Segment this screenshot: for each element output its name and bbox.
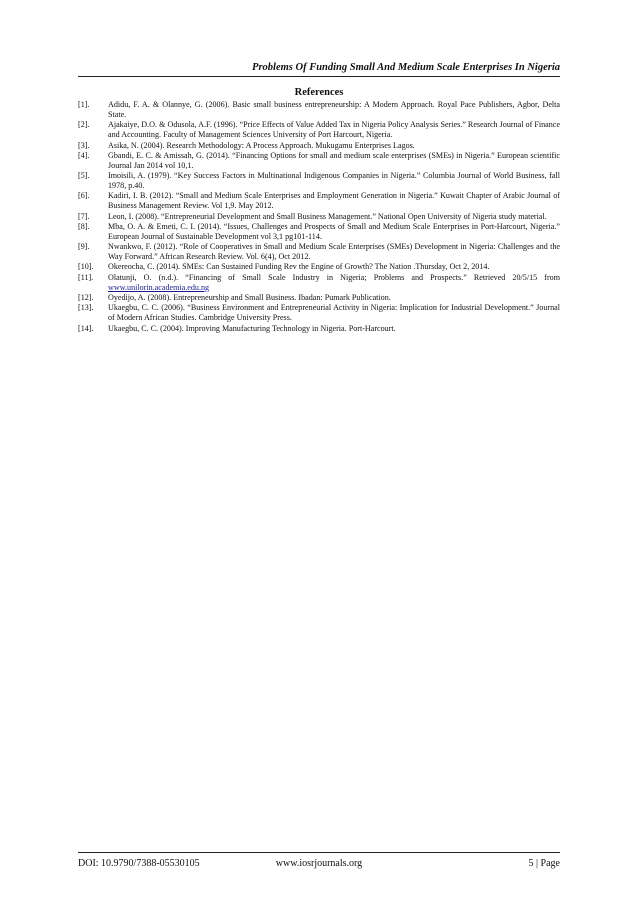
reference-text (108, 324, 560, 334)
reference-text (108, 293, 560, 303)
doi-label: DOI: 10.9790/7388-05530105 (78, 858, 200, 869)
reference-item (78, 262, 560, 272)
page-footer (78, 857, 560, 870)
reference-number: [4]. (78, 150, 90, 160)
reference-body: Ukaegbu, C. C. (2006). “Business Environment and Entrepreneurial Activity in Nigeria: Implication for Industrial Development.” Journal of Modern African Studies. Cambridge University Press. (108, 303, 560, 323)
reference-text (108, 191, 560, 211)
reference-link[interactable]: www.unilorin.academia.edu.ng (108, 282, 210, 292)
journal-website[interactable]: www.iosrjournals.org (275, 858, 363, 869)
reference-item (78, 120, 560, 140)
reference-item (78, 171, 560, 191)
reference-number: [8]. (78, 221, 90, 231)
reference-body: Kadiri, I. B. (2012). “Small and Medium Scale Enterprises and Employment Generation in Nigeria.” Kuwait Chapter of Arabic Journal of Business Management Review. Vol 1,9. May 2012. (108, 191, 560, 211)
reference-number: [5]. (78, 171, 90, 181)
reference-body: Ukaegbu, C. C. (2004). Improving Manufacturing Technology in Nigeria. Port-Harcourt. (108, 323, 396, 333)
reference-text (108, 120, 560, 140)
reference-body: Ajakaiye, D.O. & Odusola, A.F. (1996). “Price Effects of Value Added Tax in Nigeria Policy Analysis Series.” Research Journal of Finance and Accounting. Faculty of Management Sciences University of Port Harcourt, Nigeria. (108, 120, 560, 140)
reference-number: [1]. (78, 100, 90, 109)
reference-body: Okereocha, C. (2014). SMEs: Can Sustained Funding Rev the Engine of Growth? The Nation .Thursday, Oct 2, 2014. (108, 262, 490, 272)
reference-item (78, 100, 560, 120)
reference-item (78, 222, 560, 242)
reference-body: Imoisili, A. (1979). “Key Success Factors in Multinational Indigenous Companies in Nigeria.” Columbia Journal of World Business, fall 1978, p.40. (108, 171, 560, 190)
reference-body: Asika, N. (2004). Research Methodology: A Process Approach. Mukugamu Enterprises Lagos. (108, 140, 415, 150)
reference-body: Oyedijo, A. (2008). Entrepreneurship and Small Business. Ibadan: Pumark Publication. (108, 293, 391, 303)
reference-number: [9]. (78, 242, 90, 252)
reference-text (108, 212, 560, 222)
reference-number: [14]. (78, 323, 94, 333)
reference-body: Mba, O. A. & Emeti, C. I. (2014). “Issues, Challenges and Prospects of Small and Medium Scale Enterprises in Port-Harcourt, Nigeria.” European Journal of Sustainable Development vol 3,1 pg101-114. (108, 221, 560, 241)
reference-item (78, 303, 560, 323)
reference-item (78, 293, 560, 303)
reference-text (108, 141, 560, 151)
reference-number: [3]. (78, 140, 90, 150)
reference-body: Nwankwo, F. (2012). “Role of Cooperatives in Small and Medium Scale Enterprises (SMEs) Development in Nigeria: Challenges and the Way Forward.” African Research Review. Vol. 6(4), Oct 2012. (108, 242, 560, 262)
reference-item (78, 191, 560, 211)
reference-number: [10]. (78, 262, 94, 272)
reference-text (108, 303, 560, 323)
reference-number: [6]. (78, 191, 90, 201)
reference-text (108, 100, 560, 120)
reference-text (108, 151, 560, 171)
reference-body: Olatunji, O. (n.d.). “Financing of Small Scale Industry in Nigeria; Problems and Prospects.” Retrieved 20/5/15 from (108, 272, 560, 282)
reference-body: Gbandi, E. C. & Amissah, G. (2014). “Financing Options for small and medium scale enterprises (SMEs) in Nigeria.” European scientific Journal Jan 2014 vol 10,1. (108, 150, 560, 170)
reference-text (108, 222, 560, 242)
footer-divider (78, 852, 560, 853)
reference-number: [12]. (78, 293, 94, 303)
reference-number: [13]. (78, 303, 94, 313)
reference-number: [7]. (78, 211, 90, 221)
reference-text (108, 262, 560, 272)
reference-item (78, 324, 560, 334)
reference-body: Leon, I. (2008). “Entrepreneurial Development and Small Business Management.” National Open University of Nigeria study material. (108, 211, 547, 221)
reference-text (108, 242, 560, 262)
reference-body: Adidu, F. A. & Olannye, G. (2006). Basic small business entrepreneurship: A Modern Approach. Royal Pace Publishers, Agbor, Delta State. (108, 100, 560, 119)
reference-item (78, 151, 560, 171)
reference-item (78, 273, 560, 293)
reference-text (108, 273, 560, 293)
page-number: 5 | Page (528, 858, 560, 869)
reference-number: [2]. (78, 120, 90, 130)
reference-list (78, 100, 560, 334)
references-heading: References (294, 87, 344, 98)
running-header: Problems Of Funding Small And Medium Scale Enterprises In Nigeria (252, 62, 560, 73)
header-divider (78, 76, 560, 77)
reference-number: [11]. (78, 272, 94, 282)
reference-item (78, 141, 560, 151)
reference-text (108, 171, 560, 191)
reference-item (78, 242, 560, 262)
reference-item (78, 212, 560, 222)
